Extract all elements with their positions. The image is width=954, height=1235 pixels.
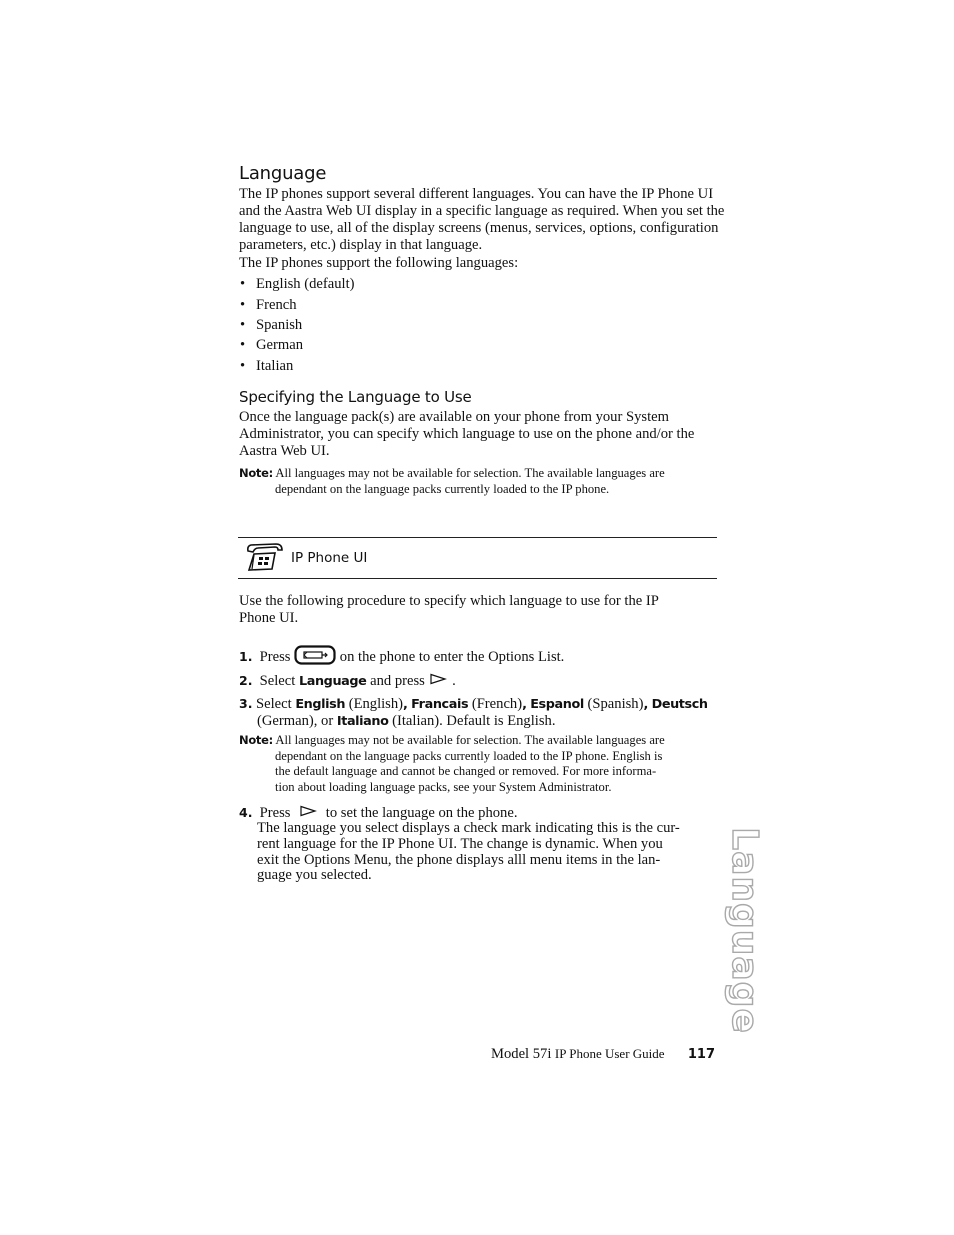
step-4: 4. Press to set the language on the phone. — [239, 805, 518, 821]
subsection-title: Specifying the Language to Use — [239, 388, 472, 406]
ui-term: Espanol — [530, 697, 584, 712]
divider — [238, 578, 717, 579]
step-1: 1. Press on the phone to enter the Options List. — [239, 645, 564, 670]
list-item: • English (default) — [240, 276, 355, 292]
list-item: • French — [240, 297, 297, 313]
note-text: All languages may not be available for selection. The available languages are — [275, 466, 665, 480]
desk-phone-icon — [245, 542, 283, 572]
ui-term: Francais — [411, 697, 469, 712]
list-item: • Italian — [240, 358, 294, 374]
supported-intro: The IP phones support the following languages: — [239, 255, 519, 271]
page-number: 117 — [687, 1047, 715, 1062]
list-item: • German — [240, 337, 304, 353]
right-arrow-icon — [428, 673, 448, 690]
footer-model: Model 57i — [491, 1046, 552, 1062]
footer-guide: IP Phone User Guide — [554, 1046, 665, 1061]
divider — [238, 537, 717, 538]
page-footer — [491, 1046, 717, 1063]
ui-term: Language — [298, 674, 367, 689]
step-4-detail: The language you select displays a check mark indicating this is the cur- rent language for the IP Phone UI. The change is dynamic. When you exit the Options Menu, the phone displays alll menu items in the lan- guage you selected. — [257, 820, 680, 884]
section-title: Language — [239, 163, 327, 184]
options-key-icon — [294, 645, 336, 670]
ui-term: Italiano — [336, 714, 389, 729]
step-3: 3. Select English (English), Francais (French), Espanol (Spanish), Deutsch (German), or Italiano (Italian). Default is English. — [239, 696, 708, 729]
note-text: dependant on the language packs currently loaded to the IP phone. — [275, 481, 610, 496]
ui-term: English — [295, 697, 346, 712]
procedure-intro: Use the following procedure to specify which language to use for the IP Phone UI. — [239, 593, 659, 626]
section-intro: The IP phones support several different languages. You can have the IP Phone UI and the Aastra Web UI display in a specific language as required. When you set the language to use, all of the display screens (menus, services, options, configuration parameters, etc.) display in that language. — [239, 186, 725, 253]
ui-term: Deutsch — [651, 697, 708, 712]
note-label: Note: — [239, 733, 273, 747]
step-2: 2. Select Language and press . — [239, 673, 456, 689]
list-item: • Spanish — [240, 317, 303, 333]
note — [239, 466, 719, 497]
ip-phone-ui-heading: IP Phone UI — [291, 550, 368, 566]
subsection-body: Once the language pack(s) are available on your phone from your System Administrator, you can specify which language to use on the phone and/or the Aastra Web UI. — [239, 409, 695, 459]
note: Note: All languages may not be available for selection. The available languages are dependant on the language packs currently loaded to the IP phone. English is the default language and cannot be changed or removed. For more informa- tion about loading language packs, see your System Administrator. — [239, 733, 665, 794]
chapter-side-tab: Language — [723, 826, 765, 1034]
note-label: Note: — [239, 466, 273, 480]
